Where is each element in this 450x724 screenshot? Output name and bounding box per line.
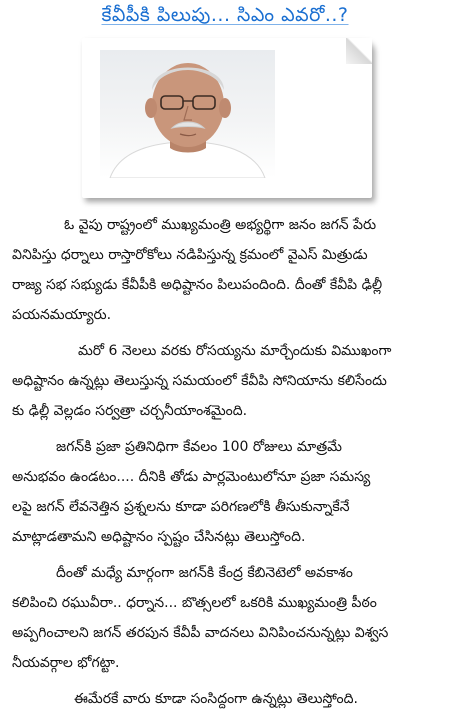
paragraph-1 xyxy=(12,210,440,330)
text-line: రాజ్య సభ సభ్యుడు కేవీపీకి అధిష్టానం పిలుపందింది. దీంతో కేవీపి ఢిల్లీ xyxy=(12,277,383,293)
text-line: మాట్లాడతామని అధిష్టానం స్పష్టం చేసినట్లు తెలుస్తోంది. xyxy=(12,529,306,545)
text-line: ఓ వైపు రాష్ట్రంలో ముఖ్యమంత్రి అభ్యర్థిగా జనం జగన్ పేరు xyxy=(64,217,377,233)
text-line: కు ఢిల్లీ వెల్లడం సర్వత్రా చర్చనీయాంశమైంది. xyxy=(12,403,248,419)
text-line: అధిష్టానం ఉన్నట్లు తెలుస్తున్న సమయంలో కేవీపి సోనియాను కలిసేందు xyxy=(12,373,387,389)
portrait-photo xyxy=(100,50,275,178)
paragraph-5 xyxy=(12,684,440,714)
text-line: లపై జగన్ లేవనెత్తిన ప్రశ్నలను కూడా పరిగణలోకి తీసుకున్నాకేనే xyxy=(12,499,350,515)
text-line: అనుభవం ఉండటం.... దీనికి తోడు పార్లమెంటులోనూ ప్రజా సమస్య xyxy=(12,469,371,485)
page-curl-corner xyxy=(346,38,372,64)
text-line: నీయవర్గాల భోగట్టా. xyxy=(12,655,120,671)
text-line: జగన్‌కి ప్రజా ప్రతినిధిగా కేవలం 100 రోజులు మాత్రమే xyxy=(56,439,342,455)
paragraph-4 xyxy=(12,558,440,678)
paragraph-2 xyxy=(12,336,440,426)
text-line: వినిపిస్తు ధర్నాలు రాస్తారోకోలు నడిపిస్తున్న క్రమంలో వైఎస్ మిత్రుడు xyxy=(12,247,368,263)
paragraph-3 xyxy=(12,432,440,552)
text-line: పయనమయ్యారు. xyxy=(12,307,112,323)
text-line: మరో 6 నెలలు వరకు రోసయ్యను మార్చేందుకు విముఖంగా xyxy=(78,343,392,359)
text-line: ఈమేరకే వారు కూడా సంసిద్దంగా ఉన్నట్లు తెలుస్తోంది. xyxy=(74,691,358,707)
headline: కేవీపీకి పిలుపు... సిఎం ఎవరో..? xyxy=(101,4,349,26)
text-line: అప్పగించాలని జగన్ తరపున కేవీపీ వాదనలు వినిపించనున్నట్లు విశ్వస xyxy=(12,625,389,641)
photo-frame xyxy=(82,38,372,198)
article-body xyxy=(12,210,440,720)
text-line: దీంతో మధ్యే మార్గంగా జగన్‌కి కేంద్ర కేబినెటెలో అవకాశం xyxy=(56,565,353,581)
text-line: కలిపించి రఘువీరా.. ధర్నాన... బొత్సలలో ఒకరికి ముఖ్యమంత్రి పీఠం xyxy=(12,595,377,611)
portrait-illustration xyxy=(100,50,275,178)
